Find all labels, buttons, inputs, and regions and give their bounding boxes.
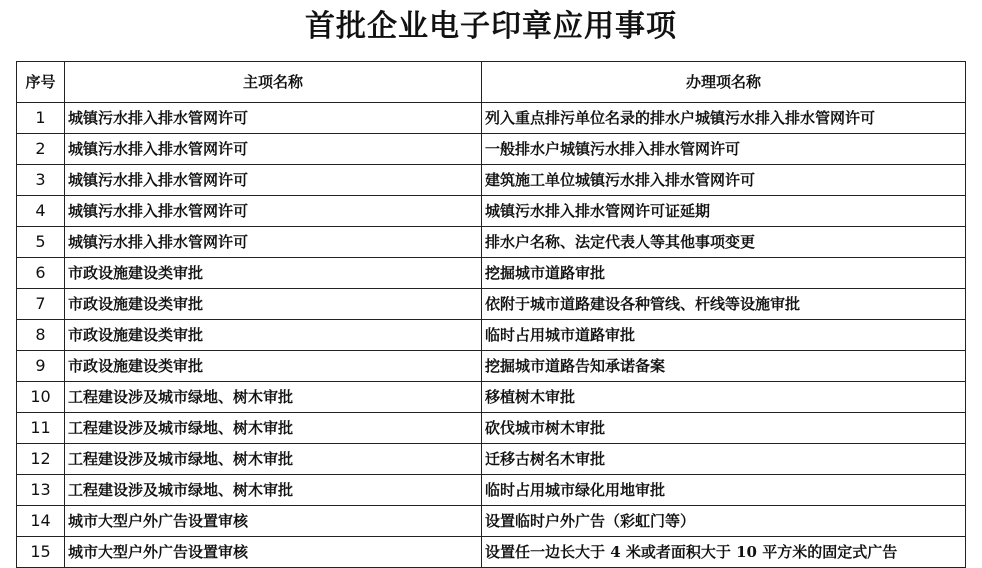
sub-item-cell: 临时占用城市绿化用地审批	[482, 475, 966, 506]
table-row	[17, 258, 966, 289]
sub-item-cell: 迁移古树名木审批	[482, 444, 966, 475]
sub-item-cell: 建筑施工单位城镇污水排入排水管网许可	[482, 165, 966, 196]
serial-number-cell: 9	[17, 351, 65, 382]
main-item-cell: 城镇污水排入排水管网许可	[65, 103, 482, 134]
header-main-item-name: 主项名称	[65, 62, 482, 103]
main-item-cell: 城市大型户外广告设置审核	[65, 537, 482, 568]
main-item-cell: 市政设施建设类审批	[65, 351, 482, 382]
main-item-cell: 工程建设涉及城市绿地、树木审批	[65, 475, 482, 506]
sub-item-cell: 临时占用城市道路审批	[482, 320, 966, 351]
serial-number-cell: 5	[17, 227, 65, 258]
main-item-cell: 工程建设涉及城市绿地、树木审批	[65, 444, 482, 475]
serial-number-cell: 6	[17, 258, 65, 289]
main-item-cell: 市政设施建设类审批	[65, 320, 482, 351]
table-row	[17, 506, 966, 537]
serial-number-cell: 7	[17, 289, 65, 320]
serial-number-cell: 14	[17, 506, 65, 537]
table-row	[17, 444, 966, 475]
sub-item-cell: 设置任一边长大于 4 米或者面积大于 10 平方米的固定式广告	[482, 537, 966, 568]
table-row	[17, 382, 966, 413]
serial-number-cell: 12	[17, 444, 65, 475]
table-row	[17, 165, 966, 196]
main-item-cell: 市政设施建设类审批	[65, 258, 482, 289]
serial-number-cell: 3	[17, 165, 65, 196]
main-item-cell: 工程建设涉及城市绿地、树木审批	[65, 413, 482, 444]
table-row	[17, 103, 966, 134]
main-item-cell: 城镇污水排入排水管网许可	[65, 227, 482, 258]
table-row	[17, 289, 966, 320]
header-serial-number: 序号	[17, 62, 65, 103]
sub-item-cell: 列入重点排污单位名录的排水户城镇污水排入排水管网许可	[482, 103, 966, 134]
sub-item-cell: 城镇污水排入排水管网许可证延期	[482, 196, 966, 227]
sub-item-cell: 排水户名称、法定代表人等其他事项变更	[482, 227, 966, 258]
sub-item-cell: 砍伐城市树木审批	[482, 413, 966, 444]
sub-item-cell: 设置临时户外广告（彩虹门等）	[482, 506, 966, 537]
page-title: 首批企业电子印章应用事项	[305, 9, 677, 44]
main-item-cell: 城镇污水排入排水管网许可	[65, 134, 482, 165]
items-table	[16, 61, 966, 568]
main-item-cell: 城市大型户外广告设置审核	[65, 506, 482, 537]
serial-number-cell: 2	[17, 134, 65, 165]
sub-item-cell: 挖掘城市道路告知承诺备案	[482, 351, 966, 382]
sub-item-cell: 挖掘城市道路审批	[482, 258, 966, 289]
table-row	[17, 196, 966, 227]
main-item-cell: 市政设施建设类审批	[65, 289, 482, 320]
sub-item-cell: 依附于城市道路建设各种管线、杆线等设施审批	[482, 289, 966, 320]
table-row	[17, 227, 966, 258]
table-row	[17, 320, 966, 351]
sub-item-cell: 一般排水户城镇污水排入排水管网许可	[482, 134, 966, 165]
table-header-row	[17, 62, 966, 103]
serial-number-cell: 13	[17, 475, 65, 506]
main-item-cell: 城镇污水排入排水管网许可	[65, 165, 482, 196]
serial-number-cell: 8	[17, 320, 65, 351]
serial-number-cell: 15	[17, 537, 65, 568]
header-sub-item-name: 办理项名称	[482, 62, 966, 103]
table-row	[17, 134, 966, 165]
table-row	[17, 351, 966, 382]
serial-number-cell: 1	[17, 103, 65, 134]
sub-item-cell: 移植树木审批	[482, 382, 966, 413]
serial-number-cell: 11	[17, 413, 65, 444]
main-item-cell: 城镇污水排入排水管网许可	[65, 196, 482, 227]
table-row	[17, 537, 966, 568]
main-item-cell: 工程建设涉及城市绿地、树木审批	[65, 382, 482, 413]
serial-number-cell: 4	[17, 196, 65, 227]
table-row	[17, 475, 966, 506]
serial-number-cell: 10	[17, 382, 65, 413]
table-body	[17, 103, 966, 568]
table-row	[17, 413, 966, 444]
